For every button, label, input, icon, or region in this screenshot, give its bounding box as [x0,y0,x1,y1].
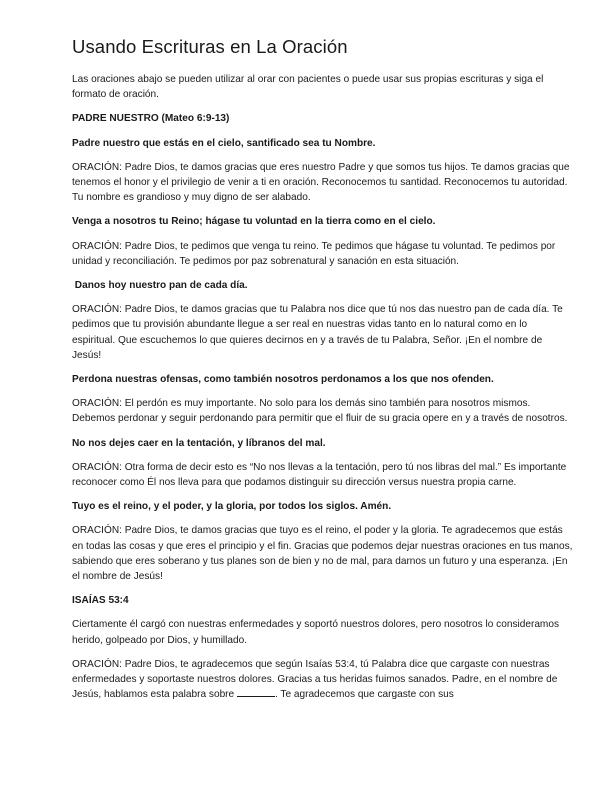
section-heading-isaias: ISAÍAS 53:4 [72,595,129,607]
verse-heading: No nos dejes caer en la tentación, y líbranos del mal. [72,437,326,449]
prayer-paragraph: ORACIÓN: El perdón es muy importante. No solo para los demás sino también para nosotros mismos. Debemos perdonar y seguir perdonando para permitir que el fluir de su gracia opere en y a través de nosotros. [72,398,568,425]
prayer-paragraph: ORACIÓN: Padre Dios, te damos gracias que tuyo es el reino, el poder y la gloria. Te agradecemos que estás en todas las cosas y que eres el principio y el fin. Gracias que podemos dejar nuestras oraciones en tus manos, sabiendo que eres soberano y tus planes son de bien y no de mal, para darnos un futuro y una esperanza. ¡En el nombre de Jesús! [72,525,573,583]
verse-paragraph: Ciertamente él cargó con nuestras enfermedades y soportó nuestros dolores, pero nosotros lo consideramos herido, golpeado por Dios, y humillado. [72,619,560,646]
fill-in-blank [237,687,275,697]
verse-heading: Danos hoy nuestro pan de cada día. [72,280,248,292]
verse-heading: Padre nuestro que estás en el cielo, santificado sea tu Nombre. [72,137,376,149]
prayer-text-end: . Te agradecemos que cargaste con sus [274,689,454,701]
prayer-paragraph: ORACIÓN: Otra forma de decir esto es “No nos llevas a la tentación, pero tú nos libras del mal.” Es importante reconocer como Él nos lleva para que podamos distinguir su dirección versus nuestra propia carne. [72,461,567,489]
prayer-paragraph: ORACIÓN: Padre Dios, te pedimos que venga tu reino. Te pedimos que hágase tu voluntad. Te pedimos por unidad y reconciliación. Te pedimos por paz sobrenatural y sanación en esta situación. [72,240,556,267]
verse-heading: Perdona nuestras ofensas, como también nosotros perdonamos a los que nos ofenden. [72,374,494,386]
document-title: Usando Escrituras en La Oración [72,36,348,57]
prayer-paragraph: ORACIÓN: Padre Dios, te damos gracias que tu Palabra nos dice que tú nos das nuestro pan de cada día. Te pedimos que tu provisión abundante llegue a ser real en nuestras vidas tanto en lo natural como en lo espiritual. Que escuchemos lo que quieres decirnos en y a través de tu Palabra, Señor. ¡En el nombre de Jesús! [72,304,563,361]
prayer-paragraph: ORACIÓN: Padre Dios, te damos gracias que eres nuestro Padre y que somos tus hijos. Te damos gracias que tenemos el honor y el privilegio de venir a ti en oración. Reconocemos tu santidad. Reconocemos tu autoridad. Tu nombre es grandioso y muy digno de ser alabado. [72,161,570,204]
section-heading-padre-nuestro: PADRE NUESTRO (Mateo 6:9-13) [72,113,230,125]
prayer-text-start: ORACIÓN: Padre Dios, te agradecemos que según Isaías 53:4, tú Palabra dice que cargaste con nuestras enfermedades y soportaste nuestros dolores. Gracias a tus heridas fuimos sanados. Padre, en el nombre de Jesús, hablamos esta palabra sobre [72,658,558,701]
intro-paragraph: Las oraciones abajo se pueden utilizar al orar con pacientes o puede usar sus propias escrituras y siga el formato de oración. [72,74,544,101]
verse-heading: Venga a nosotros tu Reino; hágase tu voluntad en la tierra como en el cielo. [72,216,436,228]
prayer-paragraph-fill-in [72,657,573,703]
verse-heading: Tuyo es el reino, y el poder, y la gloria, por todos los siglos. Amén. [72,501,392,513]
